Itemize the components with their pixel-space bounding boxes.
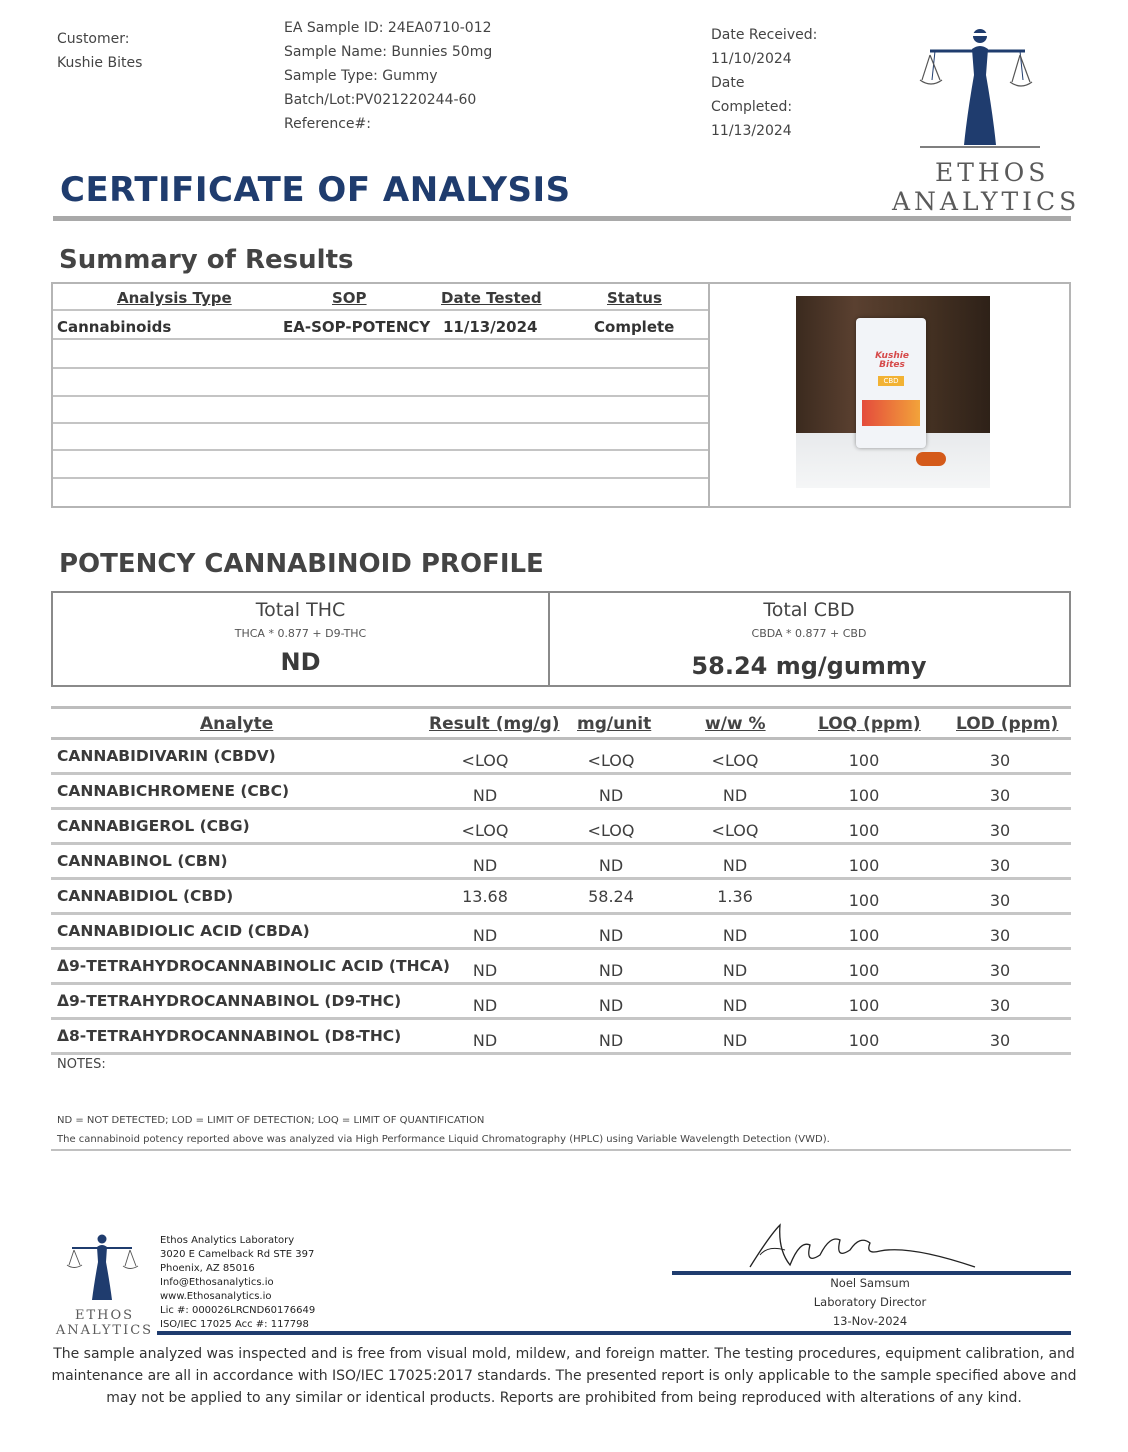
summary-divider bbox=[708, 284, 710, 506]
analyte-name: CANNABICHROMENE (CBC) bbox=[57, 782, 290, 800]
ethos-logo bbox=[892, 25, 1081, 216]
analyte-ww: 1.36 bbox=[717, 887, 753, 906]
signer-title: Laboratory Director bbox=[813, 1295, 927, 1309]
summary-header-date-tested: Date Tested bbox=[441, 289, 542, 307]
sample-name: Sample Name: Bunnies 50mg bbox=[284, 44, 493, 60]
analyte-lod: 30 bbox=[989, 961, 1011, 980]
total-cbd-value: 58.24 mg/gummy bbox=[691, 652, 927, 680]
table-row bbox=[51, 950, 1071, 985]
analyte-loq: 100 bbox=[848, 891, 880, 910]
analyte-mg-unit: ND bbox=[598, 1031, 624, 1050]
batch-lot: Batch/Lot:PV021220244-60 bbox=[284, 92, 477, 108]
product-pouch bbox=[856, 318, 926, 448]
analyte-result: ND bbox=[472, 1031, 498, 1050]
analyte-loq: 100 bbox=[848, 961, 880, 980]
header-lod: LOD (ppm) bbox=[956, 714, 1059, 734]
analyte-loq: 100 bbox=[848, 1031, 880, 1050]
notes-label: NOTES: bbox=[57, 1057, 106, 1072]
footer-logo-line1: ETHOS bbox=[74, 1308, 135, 1323]
notes-legend: ND = NOT DETECTED; LOD = LIMIT OF DETECTION; LOQ = LIMIT OF QUANTIFICATION bbox=[57, 1115, 485, 1126]
analyte-ww: ND bbox=[722, 786, 748, 805]
total-thc-formula: THCA * 0.877 + D9-THC bbox=[234, 627, 367, 640]
analyte-ww: ND bbox=[722, 996, 748, 1015]
analyte-result: <LOQ bbox=[461, 751, 509, 770]
summary-empty-row bbox=[53, 452, 708, 479]
analyte-ww: <LOQ bbox=[711, 821, 759, 840]
analyte-mg-unit: ND bbox=[598, 996, 624, 1015]
analyte-lod: 30 bbox=[989, 856, 1011, 875]
analyte-lod: 30 bbox=[989, 996, 1011, 1015]
analyte-result: <LOQ bbox=[461, 821, 509, 840]
analyte-lod: 30 bbox=[989, 926, 1011, 945]
analyte-loq: 100 bbox=[848, 786, 880, 805]
analyte-ww: ND bbox=[722, 856, 748, 875]
analyte-ww: ND bbox=[722, 926, 748, 945]
lab-website: www.Ethosanalytics.io bbox=[160, 1291, 272, 1302]
analyte-loq: 100 bbox=[848, 996, 880, 1015]
summary-date-tested: 11/13/2024 bbox=[443, 318, 538, 336]
date-received-label: Date Received: bbox=[711, 27, 818, 43]
summary-empty-row bbox=[53, 479, 708, 506]
summary-row bbox=[53, 313, 708, 340]
footer-logo bbox=[52, 1232, 157, 1338]
analyte-mg-unit: ND bbox=[598, 786, 624, 805]
summary-title: Summary of Results bbox=[59, 245, 354, 275]
analyte-ww: ND bbox=[722, 961, 748, 980]
analyte-lod: 30 bbox=[989, 1031, 1011, 1050]
analyte-name: CANNABIGEROL (CBG) bbox=[57, 817, 250, 835]
date-received: 11/10/2024 bbox=[711, 51, 792, 67]
summary-header-status: Status bbox=[607, 289, 662, 307]
analyte-loq: 100 bbox=[848, 856, 880, 875]
analyte-ww: ND bbox=[722, 1031, 748, 1050]
lab-iso: ISO/IEC 17025 Acc #: 117798 bbox=[160, 1319, 309, 1330]
total-thc-value: ND bbox=[280, 648, 321, 676]
sample-info bbox=[284, 16, 492, 136]
table-row bbox=[51, 880, 1071, 915]
date-completed-label-1: Date bbox=[711, 75, 745, 91]
analyte-name: Δ9-TETRAHYDROCANNABINOL (D9-THC) bbox=[57, 992, 402, 1010]
analyte-result: ND bbox=[472, 926, 498, 945]
sample-id: EA Sample ID: 24EA0710-012 bbox=[284, 20, 492, 36]
analyte-result: ND bbox=[472, 786, 498, 805]
title-divider bbox=[53, 216, 1071, 221]
lab-address bbox=[160, 1234, 315, 1332]
analyte-lod: 30 bbox=[989, 891, 1011, 910]
footer-divider bbox=[157, 1331, 1071, 1335]
analyte-loq: 100 bbox=[848, 821, 880, 840]
lab-email: Info@Ethosanalytics.io bbox=[160, 1277, 274, 1288]
header-loq: LOQ (ppm) bbox=[818, 714, 921, 734]
lab-address-line1: 3020 E Camelback Rd STE 397 bbox=[160, 1249, 315, 1260]
summary-empty-row bbox=[53, 370, 708, 397]
analyte-result: ND bbox=[472, 856, 498, 875]
analyte-name: CANNABIDIOLIC ACID (CBDA) bbox=[57, 922, 310, 940]
summary-status: Complete bbox=[594, 318, 675, 336]
notes-method: The cannabinoid potency reported above was analyzed via High Performance Liquid Chromatography (HPLC) using Variable Wavelength Detection (VWD). bbox=[57, 1134, 830, 1145]
analyte-mg-unit: ND bbox=[598, 856, 624, 875]
table-row bbox=[51, 985, 1071, 1020]
analyte-name: CANNABIDIOL (CBD) bbox=[57, 887, 234, 905]
signature-image bbox=[740, 1215, 980, 1275]
analyte-name: Δ8-TETRAHYDROCANNABINOL (D8-THC) bbox=[57, 1027, 402, 1045]
product-photo bbox=[796, 296, 990, 488]
table-row bbox=[51, 775, 1071, 810]
table-row bbox=[51, 845, 1071, 880]
header-result: Result (mg/g) bbox=[429, 714, 560, 734]
total-thc-panel bbox=[53, 593, 550, 685]
customer-block bbox=[57, 27, 142, 75]
total-cbd-panel bbox=[550, 593, 1068, 685]
pouch-brand-text: Kushie Bites bbox=[875, 351, 909, 370]
signer-block bbox=[770, 1274, 970, 1331]
footer-logo-line2: ANALYTICS bbox=[55, 1323, 154, 1338]
analyte-name: CANNABIDIVARIN (CBDV) bbox=[57, 747, 276, 765]
pouch-stripe bbox=[862, 400, 920, 426]
analyte-mg-unit: ND bbox=[598, 926, 624, 945]
summary-box bbox=[51, 282, 1071, 508]
summary-sop: EA-SOP-POTENCY bbox=[283, 318, 431, 336]
gummy-pieces bbox=[916, 452, 946, 466]
analyte-result: ND bbox=[472, 996, 498, 1015]
sign-date: 13-Nov-2024 bbox=[832, 1314, 908, 1328]
header-analyte: Analyte bbox=[200, 714, 274, 734]
reference: Reference#: bbox=[284, 116, 371, 132]
header-mg-unit: mg/unit bbox=[577, 714, 652, 734]
footer-scales-figure-icon bbox=[52, 1232, 157, 1302]
pouch-cbd-tag: CBD bbox=[878, 376, 904, 386]
summary-header-analysis-type: Analysis Type bbox=[117, 289, 232, 307]
potency-title: POTENCY CANNABINOID PROFILE bbox=[59, 549, 544, 579]
analyte-mg-unit: <LOQ bbox=[587, 821, 635, 840]
potency-box bbox=[51, 591, 1071, 687]
signer-name: Noel Samsum bbox=[830, 1276, 910, 1290]
sample-type: Sample Type: Gummy bbox=[284, 68, 438, 84]
total-cbd-title: Total CBD bbox=[763, 599, 855, 621]
analyte-loq: 100 bbox=[848, 751, 880, 770]
customer-name: Kushie Bites bbox=[57, 55, 143, 71]
summary-analysis-type: Cannabinoids bbox=[57, 318, 172, 336]
lab-license: Lic #: 000026LRCND60176649 bbox=[160, 1305, 316, 1316]
date-completed-label-2: Completed: bbox=[711, 99, 793, 115]
table-row bbox=[51, 915, 1071, 950]
analyte-lod: 30 bbox=[989, 751, 1011, 770]
logo-line2: ANALYTICS bbox=[892, 187, 1081, 216]
analyte-lod: 30 bbox=[989, 821, 1011, 840]
table-row bbox=[51, 740, 1071, 775]
total-cbd-formula: CBDA * 0.877 + CBD bbox=[751, 627, 867, 640]
header-ww: w/w % bbox=[705, 714, 766, 734]
dates-block bbox=[711, 23, 817, 143]
analyte-mg-unit: 58.24 bbox=[588, 887, 634, 906]
analyte-name: CANNABINOL (CBN) bbox=[57, 852, 228, 870]
scales-figure-icon bbox=[900, 25, 1070, 150]
analyte-result: ND bbox=[472, 961, 498, 980]
logo-line1: ETHOS bbox=[935, 158, 1050, 187]
summary-header-sop: SOP bbox=[332, 289, 367, 307]
disclaimer: The sample analyzed was inspected and is free from visual mold, mildew, and foreign matter. The testing procedures, equipment calibration, and maintenance are all in accordance with ISO/IEC 17025:2017 standards. The presented report is only applicable to the sample specified above and may not be applied to any similar or identical products. Reports are prohibited from being reproduced with alterations of any kind. bbox=[51, 1346, 1077, 1406]
lab-name: Ethos Analytics Laboratory bbox=[160, 1235, 295, 1246]
analyte-name: Δ9-TETRAHYDROCANNABINOLIC ACID (THCA) bbox=[57, 957, 450, 975]
date-completed: 11/13/2024 bbox=[711, 123, 792, 139]
analyte-mg-unit: <LOQ bbox=[587, 751, 635, 770]
customer-label: Customer: bbox=[57, 31, 130, 47]
total-thc-title: Total THC bbox=[255, 599, 346, 621]
summary-header-row bbox=[53, 284, 708, 311]
page-title: CERTIFICATE OF ANALYSIS bbox=[60, 170, 571, 210]
summary-empty-row bbox=[53, 397, 708, 424]
notes-divider bbox=[51, 1149, 1071, 1151]
summary-empty-row bbox=[53, 424, 708, 451]
summary-empty-row bbox=[53, 342, 708, 369]
analyte-lod: 30 bbox=[989, 786, 1011, 805]
lab-address-line2: Phoenix, AZ 85016 bbox=[160, 1263, 255, 1274]
analyte-table-header bbox=[51, 706, 1071, 740]
table-row bbox=[51, 1020, 1071, 1055]
analyte-mg-unit: ND bbox=[598, 961, 624, 980]
analyte-loq: 100 bbox=[848, 926, 880, 945]
table-row bbox=[51, 810, 1071, 845]
analyte-ww: <LOQ bbox=[711, 751, 759, 770]
analyte-result: 13.68 bbox=[462, 887, 508, 906]
